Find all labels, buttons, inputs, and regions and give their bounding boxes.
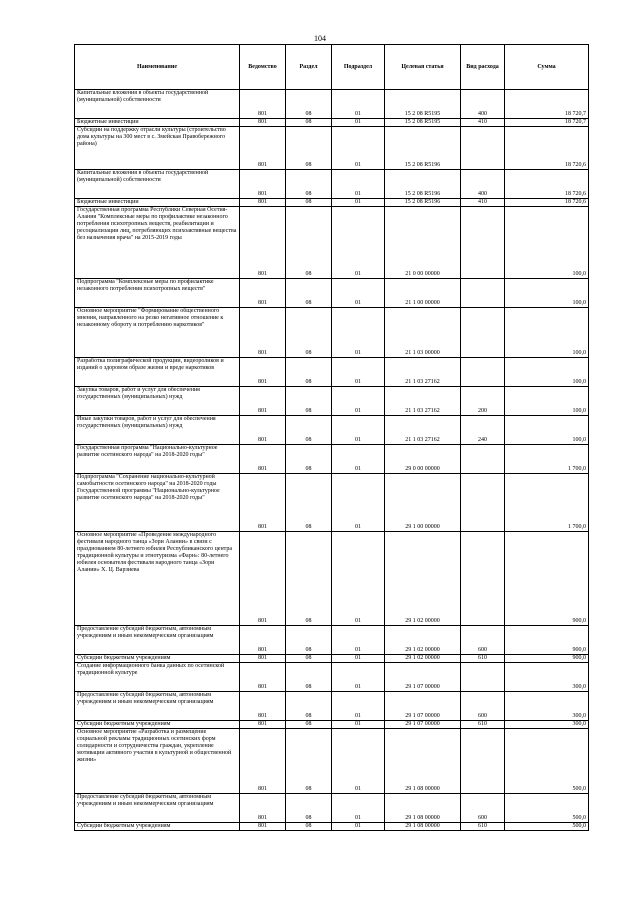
row-sum: 18 720,6	[505, 199, 589, 207]
row-target-article: 29 1 08 00000	[385, 794, 461, 823]
row-vedomstvo: 801	[240, 823, 286, 831]
table-row	[75, 127, 589, 170]
row-vedomstvo: 801	[240, 445, 286, 474]
row-razdel: 08	[286, 474, 332, 532]
column-header-podrazdel: Подраздел	[332, 45, 385, 90]
row-target-article: 29 1 02 00000	[385, 655, 461, 663]
row-expense-type	[461, 127, 505, 170]
row-razdel: 08	[286, 794, 332, 823]
row-expense-type: 400	[461, 170, 505, 199]
row-name: Создание информационного банка данных по осетинской традиционной культуре	[75, 663, 240, 692]
row-vedomstvo: 801	[240, 532, 286, 626]
row-target-article: 21 1 03 27162	[385, 416, 461, 445]
row-vedomstvo: 801	[240, 416, 286, 445]
row-expense-type: 600	[461, 626, 505, 655]
row-sum: 1 700,0	[505, 474, 589, 532]
row-expense-type: 610	[461, 721, 505, 729]
row-target-article: 21 1 03 00000	[385, 308, 461, 358]
row-vedomstvo: 801	[240, 199, 286, 207]
row-name: Разработка полиграфической продукции, видеороликов и изданий о здоровом образе жизни и вреде наркотиков	[75, 358, 240, 387]
row-name: Государственная программа "Национально-культурное развитие осетинского народа" на 2018-2020 годы"	[75, 445, 240, 474]
row-vedomstvo: 801	[240, 308, 286, 358]
table-row	[75, 626, 589, 655]
row-vedomstvo: 801	[240, 170, 286, 199]
row-name: Подпрограмма "Сохранение национально-культурной самобытности осетинского народа" на 2018-2020 годы Государственной программы "Национально-культурное развитие осетинского народа" на 2018-2020 годы"	[75, 474, 240, 532]
row-sum: 18 720,7	[505, 90, 589, 119]
row-vedomstvo: 801	[240, 474, 286, 532]
row-podrazdel: 01	[332, 692, 385, 721]
row-vedomstvo: 801	[240, 692, 286, 721]
row-expense-type	[461, 207, 505, 279]
row-podrazdel: 01	[332, 119, 385, 127]
row-vedomstvo: 801	[240, 655, 286, 663]
row-razdel: 08	[286, 90, 332, 119]
row-vedomstvo: 801	[240, 119, 286, 127]
row-razdel: 08	[286, 532, 332, 626]
table-row	[75, 445, 589, 474]
column-header-razdel: Раздел	[286, 45, 332, 90]
row-podrazdel: 01	[332, 127, 385, 170]
row-target-article: 21 0 00 00000	[385, 207, 461, 279]
row-vedomstvo: 801	[240, 279, 286, 308]
row-expense-type	[461, 445, 505, 474]
row-razdel: 08	[286, 279, 332, 308]
row-target-article: 21 1 03 27162	[385, 387, 461, 416]
row-podrazdel: 01	[332, 308, 385, 358]
row-name: Капитальные вложения в объекты государственной (муниципальной) собственности	[75, 170, 240, 199]
row-razdel: 08	[286, 358, 332, 387]
table-row	[75, 308, 589, 358]
row-target-article: 29 1 02 00000	[385, 626, 461, 655]
row-podrazdel: 01	[332, 794, 385, 823]
row-sum: 300,0	[505, 721, 589, 729]
row-sum: 100,0	[505, 358, 589, 387]
row-target-article: 29 1 07 00000	[385, 663, 461, 692]
row-sum: 100,0	[505, 207, 589, 279]
row-target-article: 29 1 08 00000	[385, 823, 461, 831]
row-razdel: 08	[286, 692, 332, 721]
column-header-target-article: Целевая статья	[385, 45, 461, 90]
row-name: Предоставление субсидий бюджетным, автономным учреждениям и иным некоммерческим организациям	[75, 794, 240, 823]
row-sum: 900,0	[505, 655, 589, 663]
row-sum: 18 720,7	[505, 119, 589, 127]
row-sum: 300,0	[505, 663, 589, 692]
row-vedomstvo: 801	[240, 387, 286, 416]
row-podrazdel: 01	[332, 655, 385, 663]
row-name: Бюджетные инвестиции	[75, 199, 240, 207]
row-name: Субсидии на поддержку отрасли культуры (строительство дома культуры на 300 мест в с. Змейская Правобережного района)	[75, 127, 240, 170]
row-podrazdel: 01	[332, 387, 385, 416]
row-expense-type: 410	[461, 119, 505, 127]
table-row	[75, 823, 589, 831]
row-expense-type	[461, 729, 505, 794]
row-expense-type: 410	[461, 199, 505, 207]
row-razdel: 08	[286, 119, 332, 127]
row-name: Подпрограмма "Комплексные меры по профилактике незаконного потребления психотропных веществ"	[75, 279, 240, 308]
row-name: Субсидии бюджетным учреждениям	[75, 655, 240, 663]
row-name: Закупка товаров, работ и услуг для обеспечения государственных (муниципальных) нужд	[75, 387, 240, 416]
row-sum: 1 700,0	[505, 445, 589, 474]
row-podrazdel: 01	[332, 823, 385, 831]
row-vedomstvo: 801	[240, 207, 286, 279]
row-vedomstvo: 801	[240, 90, 286, 119]
row-sum: 100,0	[505, 387, 589, 416]
table-row	[75, 199, 589, 207]
row-expense-type: 240	[461, 416, 505, 445]
table-row	[75, 279, 589, 308]
row-name: Бюджетные инвестиции	[75, 119, 240, 127]
row-sum: 900,0	[505, 532, 589, 626]
row-target-article: 29 1 00 00000	[385, 474, 461, 532]
row-razdel: 08	[286, 127, 332, 170]
table-row	[75, 416, 589, 445]
row-target-article: 29 0 00 00000	[385, 445, 461, 474]
row-sum: 500,0	[505, 729, 589, 794]
row-expense-type: 610	[461, 823, 505, 831]
row-target-article: 15 2 08 R5196	[385, 199, 461, 207]
table-row	[75, 207, 589, 279]
table-row	[75, 721, 589, 729]
row-podrazdel: 01	[332, 626, 385, 655]
row-name: Субсидии бюджетным учреждениям	[75, 823, 240, 831]
row-expense-type: 600	[461, 794, 505, 823]
row-sum: 500,0	[505, 794, 589, 823]
row-target-article: 29 1 07 00000	[385, 692, 461, 721]
row-vedomstvo: 801	[240, 127, 286, 170]
row-podrazdel: 01	[332, 445, 385, 474]
row-sum: 100,0	[505, 416, 589, 445]
row-podrazdel: 01	[332, 721, 385, 729]
row-expense-type: 400	[461, 90, 505, 119]
column-header-vedomstvo: Ведомство	[240, 45, 286, 90]
row-expense-type	[461, 358, 505, 387]
row-podrazdel: 01	[332, 474, 385, 532]
row-razdel: 08	[286, 729, 332, 794]
row-expense-type	[461, 308, 505, 358]
row-sum: 300,0	[505, 692, 589, 721]
row-razdel: 08	[286, 199, 332, 207]
row-razdel: 08	[286, 170, 332, 199]
table-row	[75, 358, 589, 387]
row-name: Субсидии бюджетным учреждениям	[75, 721, 240, 729]
row-vedomstvo: 801	[240, 794, 286, 823]
row-target-article: 15 2 08 R5195	[385, 119, 461, 127]
row-name: Основное мероприятие «Проведение международного фестиваля народного танца «Зори Алании» в связи с празднованием 80-летнего юбилея Республиканского центра традиционной культуры и этнотуризма «Фарн»: 80-летнего юбилея основателя фестиваля народного танца «Зори Алании» Х. Ц. Варзиева	[75, 532, 240, 626]
table-row	[75, 387, 589, 416]
row-sum: 100,0	[505, 308, 589, 358]
row-name: Предоставление субсидий бюджетным, автономным учреждениям и иным некоммерческим организациям	[75, 626, 240, 655]
column-header-name: Наименование	[75, 45, 240, 90]
row-sum: 900,0	[505, 626, 589, 655]
column-header-expense-type: Вид расхода	[461, 45, 505, 90]
row-target-article: 29 1 02 00000	[385, 532, 461, 626]
row-vedomstvo: 801	[240, 721, 286, 729]
row-target-article: 15 2 08 R5196	[385, 127, 461, 170]
row-sum: 100,0	[505, 279, 589, 308]
row-expense-type	[461, 279, 505, 308]
budget-table	[74, 44, 589, 831]
row-name: Предоставление субсидий бюджетным, автономным учреждениям и иным некоммерческим организациям	[75, 692, 240, 721]
table-row	[75, 692, 589, 721]
row-name: Иные закупки товаров, работ и услуг для обеспечения государственных (муниципальных) нужд	[75, 416, 240, 445]
row-razdel: 08	[286, 387, 332, 416]
row-expense-type: 610	[461, 655, 505, 663]
row-vedomstvo: 801	[240, 358, 286, 387]
row-sum: 500,0	[505, 823, 589, 831]
row-expense-type: 200	[461, 387, 505, 416]
row-podrazdel: 01	[332, 207, 385, 279]
row-name: Основное мероприятие «Разработка и размещение социальной рекламы традиционных осетинских форм солидарности и сотрудничества граждан, укрепление мотивации активного участия в культурной и общественной жизни»	[75, 729, 240, 794]
row-expense-type	[461, 474, 505, 532]
row-podrazdel: 01	[332, 199, 385, 207]
table-row	[75, 655, 589, 663]
table-row	[75, 474, 589, 532]
row-name: Основное мероприятие "Формирование общественного мнения, направленного на резко негативное отношение к незаконному обороту и потреблению наркотиков"	[75, 308, 240, 358]
row-vedomstvo: 801	[240, 729, 286, 794]
row-podrazdel: 01	[332, 532, 385, 626]
row-target-article: 15 2 08 R5195	[385, 90, 461, 119]
row-podrazdel: 01	[332, 663, 385, 692]
row-podrazdel: 01	[332, 90, 385, 119]
row-target-article: 29 1 08 00000	[385, 729, 461, 794]
table-row	[75, 532, 589, 626]
table-row	[75, 794, 589, 823]
row-podrazdel: 01	[332, 416, 385, 445]
row-podrazdel: 01	[332, 170, 385, 199]
row-sum: 18 720,6	[505, 170, 589, 199]
row-razdel: 08	[286, 416, 332, 445]
table-row	[75, 119, 589, 127]
table-row	[75, 170, 589, 199]
row-target-article: 21 1 00 00000	[385, 279, 461, 308]
row-razdel: 08	[286, 721, 332, 729]
row-name: Капитальные вложения в объекты государственной (муниципальной) собственности	[75, 90, 240, 119]
table-row	[75, 663, 589, 692]
row-razdel: 08	[286, 663, 332, 692]
row-podrazdel: 01	[332, 279, 385, 308]
column-header-sum: Сумма	[505, 45, 589, 90]
row-razdel: 08	[286, 445, 332, 474]
row-podrazdel: 01	[332, 729, 385, 794]
page-number: 104	[314, 34, 326, 43]
row-sum: 18 720,6	[505, 127, 589, 170]
table-row	[75, 729, 589, 794]
row-target-article: 29 1 07 00000	[385, 721, 461, 729]
table-row	[75, 90, 589, 119]
row-razdel: 08	[286, 308, 332, 358]
row-razdel: 08	[286, 626, 332, 655]
row-target-article: 21 1 03 27162	[385, 358, 461, 387]
row-expense-type	[461, 663, 505, 692]
row-vedomstvo: 801	[240, 626, 286, 655]
row-name: Государственная программа Республики Северная Осетия-Алания "Комплексные меры по профилактике незаконного потребления психотропных веществ, реабилитации и ресоциализации лиц, потребляющих психоактивные вещества без назначения врача" на 2015-2019 годы	[75, 207, 240, 279]
row-vedomstvo: 801	[240, 663, 286, 692]
table-header-row	[75, 45, 589, 90]
row-expense-type: 600	[461, 692, 505, 721]
row-razdel: 08	[286, 823, 332, 831]
row-razdel: 08	[286, 207, 332, 279]
row-target-article: 15 2 08 R5196	[385, 170, 461, 199]
row-podrazdel: 01	[332, 358, 385, 387]
row-razdel: 08	[286, 655, 332, 663]
row-expense-type	[461, 532, 505, 626]
